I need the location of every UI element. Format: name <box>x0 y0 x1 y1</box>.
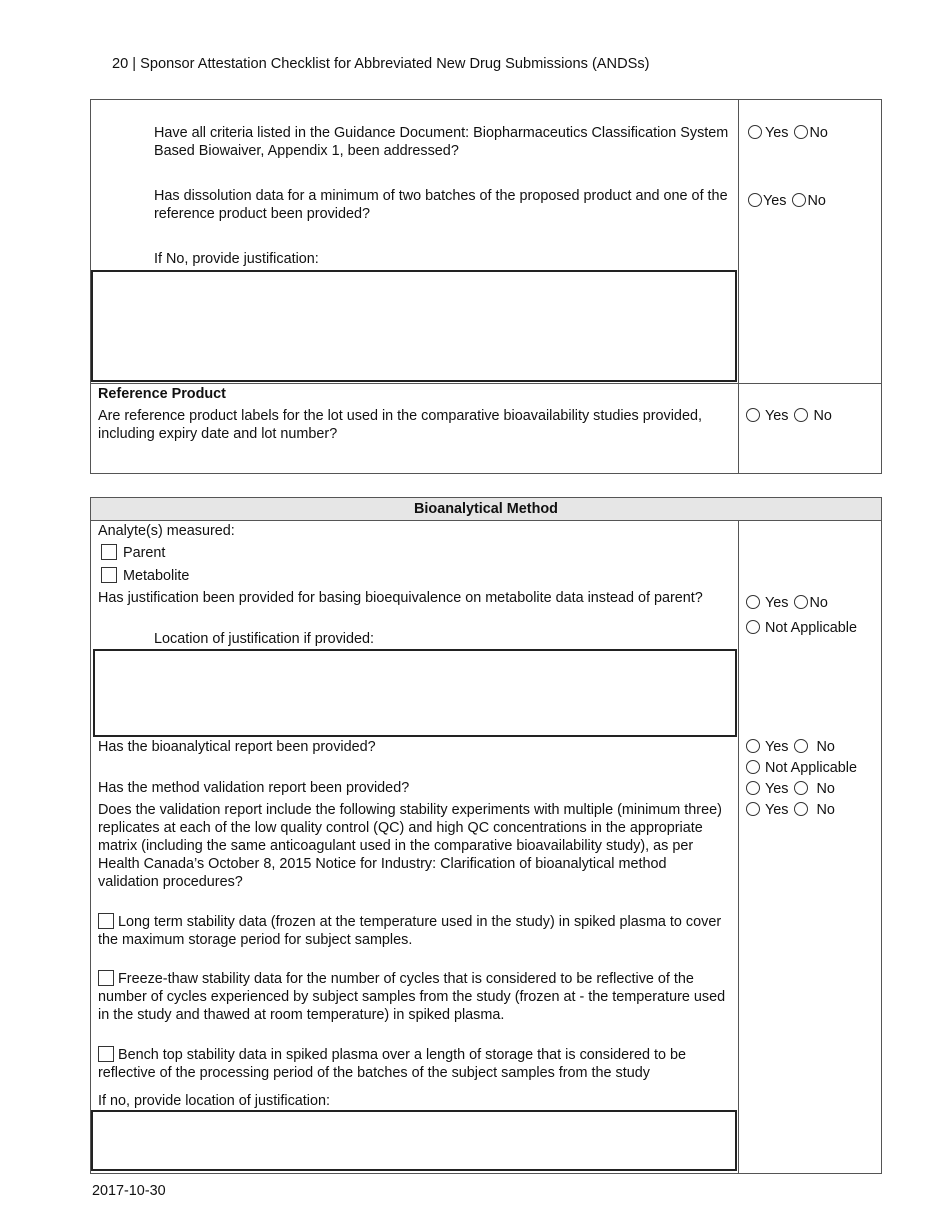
metabolite-no-radio[interactable] <box>794 595 808 609</box>
metabolite-option <box>101 567 189 585</box>
metabolite-na-radio[interactable] <box>746 620 760 634</box>
bcs-yes-label: Yes <box>765 125 789 141</box>
bcs-criteria-options <box>748 124 828 142</box>
justification-location-label: Location of justification if provided: <box>154 631 374 647</box>
validation-yes-label: Yes <box>765 781 789 797</box>
metabolite-justification-question: Has justification been provided for basing bioequivalence on metabolite data instead of parent? <box>98 590 703 606</box>
bcs-no-label: No <box>809 125 828 141</box>
reference-yes-radio[interactable] <box>746 408 760 422</box>
metabolite-yes-radio[interactable] <box>746 595 760 609</box>
long-term-text: Long term stability data (frozen at the temperature used in the study) in spiked plasma to cover the maximum storage period for subject samples. <box>98 914 722 948</box>
criteria-column-divider <box>738 99 739 474</box>
parent-label: Parent <box>123 545 166 561</box>
page-footer-date: 2017-10-30 <box>92 1183 166 1199</box>
freeze-thaw-text: Freeze-thaw stability data for the number of cycles that is considered to be reflective of the number of cycles experienced by subject samples from the study (frozen at - the temperature used in the study and thawed at room temperature) in spiked plasma. <box>98 971 726 1023</box>
dissolution-question: Has dissolution data for a minimum of two batches of the proposed product and one of the reference product been provided? <box>154 188 728 222</box>
metabolite-yes-label: Yes <box>765 595 789 611</box>
bcs-yes-radio[interactable] <box>748 125 762 139</box>
validation-report-options <box>746 780 835 798</box>
reference-yes-label: Yes <box>765 408 789 424</box>
bcs-no-radio[interactable] <box>794 125 808 139</box>
validation-yes-radio[interactable] <box>746 781 760 795</box>
no-justification-location-field[interactable] <box>91 1110 737 1171</box>
dissolution-no-label: No <box>807 193 826 209</box>
stability-no-label: No <box>816 802 835 818</box>
justification-label: If No, provide justification: <box>154 251 319 267</box>
stability-yes-label: Yes <box>765 802 789 818</box>
dissolution-yes-radio[interactable] <box>748 193 762 207</box>
stability-no-radio[interactable] <box>794 802 808 816</box>
validation-no-label: No <box>816 781 835 797</box>
bioanalytical-report-na-option <box>746 759 857 777</box>
stability-experiments-question: Does the validation report include the following stability experiments with multiple (minimum three) replicates at each of the low quality control (QC) and high QC concentrations in the appropriate matrix (including the same anticoagulant used in the comparative bioavailability study), as per Health Canada’s October 8, 2015 Notice for Industry: Clarification of bioanalytical method validation procedures? <box>98 802 722 890</box>
dissolution-yes-label: Yes <box>763 193 787 209</box>
reference-no-radio[interactable] <box>794 408 808 422</box>
reference-no-label: No <box>813 408 832 424</box>
bench-top-text: Bench top stability data in spiked plasma over a length of storage that is considered to be reflective of the processing period of the batches of the subject samples from the study <box>98 1047 686 1081</box>
parent-checkbox[interactable] <box>101 544 117 560</box>
bioanalytical-report-options <box>746 738 835 756</box>
report-no-label: No <box>816 739 835 755</box>
stability-experiments-options <box>746 801 835 819</box>
no-justification-location-label: If no, provide location of justification: <box>98 1093 330 1109</box>
analytes-label: Analyte(s) measured: <box>98 523 235 539</box>
report-yes-radio[interactable] <box>746 739 760 753</box>
stability-yes-radio[interactable] <box>746 802 760 816</box>
reference-labels-options <box>746 407 832 425</box>
report-yes-label: Yes <box>765 739 789 755</box>
justification-location-field[interactable] <box>93 649 737 737</box>
bioanalytical-column-divider <box>738 521 739 1174</box>
metabolite-checkbox[interactable] <box>101 567 117 583</box>
bioanalytical-heading: Bioanalytical Method <box>90 497 882 521</box>
bioanalytical-report-question: Has the bioanalytical report been provided? <box>98 739 376 755</box>
page-header: 20 | Sponsor Attestation Checklist for Abbreviated New Drug Submissions (ANDSs) <box>112 56 650 72</box>
report-na-radio[interactable] <box>746 760 760 774</box>
metabolite-na-label: Not Applicable <box>765 620 857 636</box>
metabolite-justification-options <box>746 594 828 612</box>
parent-option <box>101 544 165 562</box>
justification-text-field[interactable] <box>91 270 737 382</box>
report-no-radio[interactable] <box>794 739 808 753</box>
long-term-stability-item <box>98 913 732 949</box>
bcs-criteria-question: Have all criteria listed in the Guidance Document: Biopharmaceutics Classification System Based Biowaiver, Appendix 1, been addressed? <box>154 125 729 159</box>
bench-top-checkbox[interactable] <box>98 1046 114 1062</box>
bench-top-stability-item <box>98 1046 722 1082</box>
metabolite-na-option <box>746 619 857 637</box>
dissolution-options <box>748 192 826 210</box>
criteria-row-divider <box>90 383 882 384</box>
reference-product-heading: Reference Product <box>98 386 226 402</box>
validation-no-radio[interactable] <box>794 781 808 795</box>
report-na-label: Not Applicable <box>765 760 857 776</box>
validation-report-question: Has the method validation report been provided? <box>98 780 410 796</box>
reference-labels-question: Are reference product labels for the lot used in the comparative bioavailability studies provided, including expiry date and lot number? <box>98 408 702 442</box>
freeze-thaw-stability-item <box>98 970 728 1024</box>
freeze-thaw-checkbox[interactable] <box>98 970 114 986</box>
dissolution-no-radio[interactable] <box>792 193 806 207</box>
long-term-checkbox[interactable] <box>98 913 114 929</box>
metabolite-no-label: No <box>809 595 828 611</box>
metabolite-label: Metabolite <box>123 568 190 584</box>
